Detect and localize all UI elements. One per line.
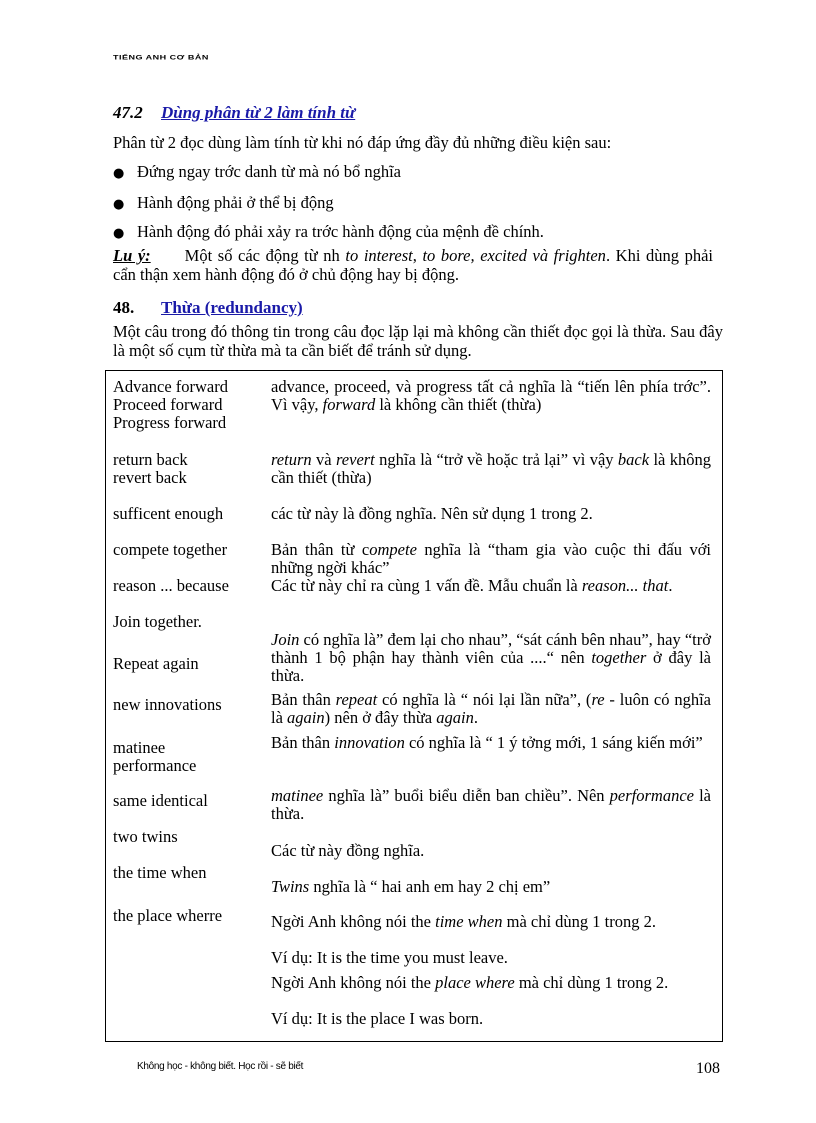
term: revert back xyxy=(113,468,187,487)
explanation: Bản thân innovation có nghĩa là “ 1 ý tởng mới, 1 sáng kiến mới” xyxy=(271,733,703,752)
explanation: Bản thân từ compete nghĩa là “tham gia vào cuộc thi đấu với những ngời khác” xyxy=(271,540,711,577)
term: Progress forward xyxy=(113,413,227,432)
bullet-icon: ● xyxy=(113,166,125,181)
term: Repeat again xyxy=(113,654,199,673)
term: performance xyxy=(113,756,197,775)
term: the time when xyxy=(113,863,207,882)
running-header: TIẾNG ANH CƠ BẢN xyxy=(113,54,209,61)
section-number: 48. xyxy=(113,298,135,317)
section-title-link[interactable]: Thừa (redundancy) xyxy=(161,298,303,317)
explanation: Bản thân repeat có nghĩa là “ nói lại lần nữa”, (re - luôn có nghĩa là again) nên ở đây thừa again. xyxy=(271,690,711,727)
section-48-intro: Một câu trong đó thông tin trong câu đọc lặp lại mà không cần thiết đọc gọi là thừa. Sau đây là một số cụm từ thừa mà ta cần biết để tránh sử dụng. xyxy=(113,322,723,360)
bullet-icon: ● xyxy=(113,197,125,212)
term: compete together xyxy=(113,540,228,559)
term: the place wherre xyxy=(113,906,223,925)
page-number: 108 xyxy=(696,1060,720,1077)
term: Proceed forward xyxy=(113,395,223,414)
section-47-intro: Phân từ 2 đọc dùng làm tính từ khi nó đáp ứng đầy đủ những điều kiện sau: xyxy=(113,133,612,152)
explanation: Twins nghĩa là “ hai anh em hay 2 chị em” xyxy=(271,877,551,896)
note-label: Lu ý: xyxy=(113,246,151,265)
bullet-item xyxy=(113,222,544,243)
term: Join together. xyxy=(113,612,202,631)
bullet-text: Hành động phải ở thể bị động xyxy=(137,193,334,212)
explanation: Ngời Anh không nói the place where mà chỉ dùng 1 trong 2. xyxy=(271,973,669,992)
section-47-heading xyxy=(113,103,355,123)
explanation: Ngời Anh không nói the time when mà chỉ dùng 1 trong 2. xyxy=(271,912,657,931)
section-48-heading xyxy=(113,298,303,318)
section-number: 47.2 xyxy=(113,103,143,122)
explanation: Join có nghĩa là” đem lại cho nhau”, “sát cánh bên nhau”, hay “trở thành 1 bộ phận hay thành viên của ....“ nên together ở đây là thừa. xyxy=(271,630,711,685)
term: same identical xyxy=(113,791,208,810)
bullet-text: Hành động đó phải xảy ra trớc hành động của mệnh đề chính. xyxy=(137,222,544,241)
explanation: matinee nghĩa là” buổi biểu diễn ban chiều”. Nên performance là thừa. xyxy=(271,786,711,823)
bullet-icon: ● xyxy=(113,226,125,241)
term: matinee xyxy=(113,738,166,757)
section-title-link[interactable]: Dùng phân từ 2 làm tính từ xyxy=(161,103,356,122)
bullet-text: Đứng ngay trớc danh từ mà nó bổ nghĩa xyxy=(137,162,401,181)
explanation: Các từ này đồng nghĩa. xyxy=(271,841,425,860)
explanation: Các từ này chỉ ra cùng 1 vấn đề. Mẫu chuẩn là reason... that. xyxy=(271,576,673,595)
term: two twins xyxy=(113,827,178,846)
example: Ví dụ: It is the place I was born. xyxy=(271,1009,484,1028)
usage-note: Lu ý: Một số các động từ nh to interest, to bore, excited và frighten. Khi dùng phải cẩn thận xem hành động đó ở chủ động hay bị động. xyxy=(113,246,713,284)
explanation: return và revert nghĩa là “trở về hoặc trả lại” vì vậy back là không cần thiết (thừa) xyxy=(271,450,711,487)
term: Advance forward xyxy=(113,377,228,396)
term: new innovations xyxy=(113,695,222,714)
term: reason ... because xyxy=(113,576,229,595)
explanation: advance, proceed, và progress tất cả nghĩa là “tiến lên phía trớc”. Vì vậy, forward là không cần thiết (thừa) xyxy=(271,377,711,414)
example: Ví dụ: It is the time you must leave. xyxy=(271,948,508,967)
bullet-item xyxy=(113,193,334,214)
explanation: các từ này là đồng nghĩa. Nên sử dụng 1 trong 2. xyxy=(271,504,593,523)
bullet-item xyxy=(113,162,401,183)
term: return back xyxy=(113,450,188,469)
footer-motto: Không học - không biết. Học rồi - sẽ biết xyxy=(137,1061,304,1072)
term: sufficent enough xyxy=(113,504,224,523)
